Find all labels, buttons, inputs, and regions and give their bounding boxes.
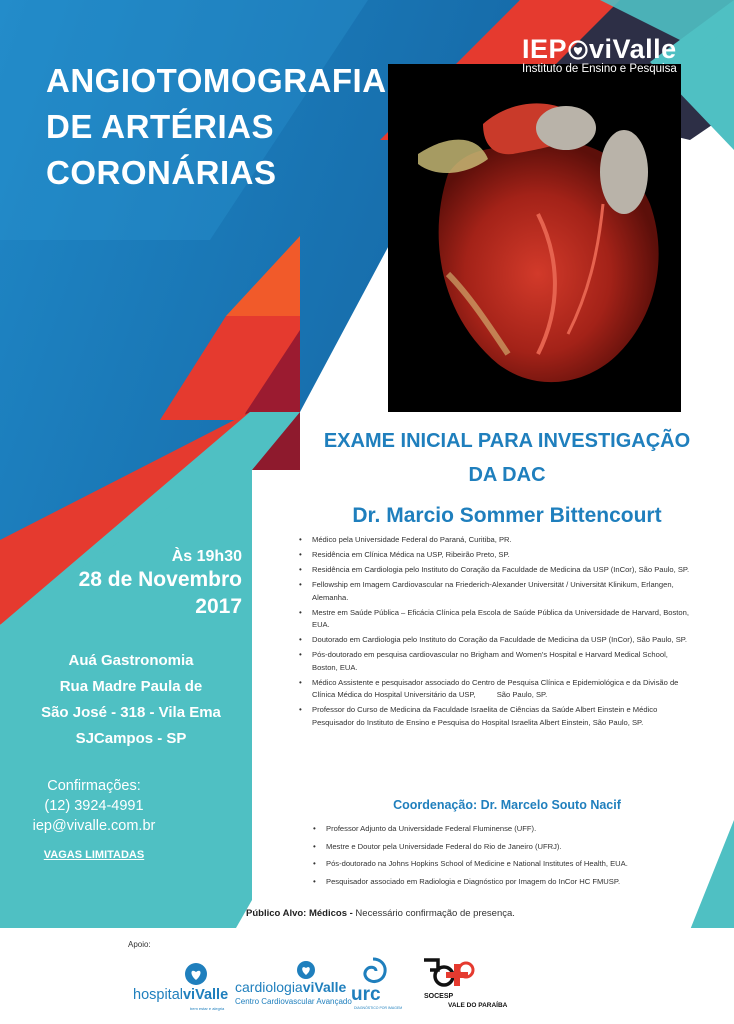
contact-label: Confirmações: bbox=[47, 778, 141, 794]
urc-subtitle: DIAGNÓSTICO POR IMAGEM bbox=[354, 1006, 403, 1010]
logo-subtitle: Instituto de Ensino e Pesquisa bbox=[522, 63, 677, 75]
hospital-text-b: viValle bbox=[182, 987, 229, 1003]
coordination-title: Coordenação: Dr. Marcelo Souto Nacif bbox=[393, 798, 621, 812]
event-datetime bbox=[28, 548, 242, 619]
target-audience bbox=[246, 908, 646, 919]
audience-label: Público Alvo: Médicos - bbox=[246, 908, 353, 919]
socesp-subtitle: VALE DO PARAÍBA bbox=[448, 1002, 508, 1009]
audience-text: Necessário confirmação de presença. bbox=[352, 908, 515, 919]
event-date: 28 de Novembro bbox=[78, 568, 242, 591]
title-line-2: DE ARTÉRIAS bbox=[46, 108, 274, 145]
heart-ct-image bbox=[388, 64, 681, 412]
bio-item: • Médico Assistente e pesquisador associado do Centro de Pesquisa Clínica e Epidemiológica e da Divisão de Clínica Médica do Hospital Universitário da USP, São Paulo, SP. bbox=[312, 677, 692, 702]
main-title bbox=[46, 58, 406, 196]
event-year: 2017 bbox=[195, 595, 242, 618]
hospital-vivalle-logo bbox=[184, 962, 208, 986]
bio-item: • Professor do Curso de Medicina da Faculdade Israelita de Ciências da Saúde Albert Einstein e Médico Pesquisador do Instituto de Ensino e Pesquisa do Hospital Israelita Albert Einstein, São Paulo, SP. bbox=[312, 704, 692, 729]
coordination-item: • Pós-doutorado na Johns Hopkins School of Medicine e National Institutes of Health, EUA. bbox=[326, 858, 702, 871]
speaker-name: Dr. Marcio Sommer Bittencourt bbox=[352, 504, 662, 527]
title-line-3: CORONÁRIAS bbox=[46, 154, 277, 191]
cardio-text-b: viValle bbox=[302, 979, 347, 995]
title-line-1: ANGIOTOMOGRAFIA bbox=[46, 62, 387, 99]
contact-email[interactable]: iep@vivalle.com.br bbox=[32, 818, 156, 834]
bio-item: • Residência em Clínica Médica na USP, Ribeirão Preto, SP. bbox=[312, 549, 692, 562]
socesp-text: SOCESP bbox=[424, 993, 454, 1000]
iep-vivalle-logo bbox=[522, 34, 722, 75]
cardiologia-logo-icon bbox=[296, 960, 316, 980]
event-time: Às 19h30 bbox=[171, 548, 242, 565]
bio-item: • Médico pela Universidade Federal do Paraná, Curitiba, PR. bbox=[312, 534, 692, 547]
exam-line-1: EXAME INICIAL PARA INVESTIGAÇÃO bbox=[323, 430, 691, 452]
hospital-vivalle-text bbox=[133, 987, 228, 1003]
coordination-item: • Mestre e Doutor pela Universidade Federal do Rio de Janeiro (UFRJ). bbox=[326, 841, 702, 854]
venue-line-3: São José - 318 - Vila Ema bbox=[41, 704, 221, 721]
urc-text: urc bbox=[351, 984, 381, 1005]
venue-line-4: SJCampos - SP bbox=[75, 730, 187, 747]
contact-block bbox=[24, 776, 164, 836]
venue-line-1: Auá Gastronomia bbox=[68, 652, 194, 669]
exam-title bbox=[300, 424, 714, 492]
venue-line-2: Rua Madre Paula de bbox=[59, 678, 203, 695]
event-venue bbox=[20, 648, 242, 752]
exam-line-2: DA DAC bbox=[468, 464, 546, 486]
hospital-tagline: bem estar e alegria bbox=[190, 1006, 225, 1011]
contact-phone[interactable]: (12) 3924-4991 bbox=[44, 798, 144, 814]
heart-logo-icon bbox=[568, 36, 588, 56]
cardiologia-vivalle-text bbox=[235, 979, 346, 995]
bio-item: • Mestre em Saúde Pública – Eficácia Clínica pela Escola de Saúde Pública da Universidade de Harvard, Boston, EUA. bbox=[312, 607, 692, 632]
speaker-bio bbox=[298, 534, 692, 732]
bio-item: • Residência em Cardiologia pelo Instituto do Coração da Faculdade de Medicina da USP (InCor), São Paulo, SP. bbox=[312, 564, 692, 577]
coordination-list bbox=[312, 823, 702, 893]
cardiologia-subtitle: Centro Cardiovascular Avançado bbox=[235, 997, 352, 1006]
logo-brand-left: IEP bbox=[522, 34, 568, 64]
sponsors-label: Apoio: bbox=[128, 940, 151, 949]
cardio-text-a: cardiologia bbox=[235, 979, 303, 995]
coordination-item: • Pesquisador associado em Radiologia e Diagnóstico por Imagem do InCor HC FMUSP. bbox=[326, 876, 702, 889]
hospital-text-a: hospital bbox=[133, 987, 183, 1003]
bio-item: • Pós-doutorado em pesquisa cardiovascular no Brigham and Women's Hospital e Harvard Medical School, Boston, EUA. bbox=[312, 649, 692, 674]
socesp-emblem-icon bbox=[420, 956, 480, 992]
hospital-heart-icon bbox=[184, 962, 208, 986]
bio-item: • Doutorado em Cardiologia pelo Instituto do Coração da Faculdade de Medicina da USP (InCor), São Paulo, SP. bbox=[312, 634, 692, 647]
limited-spots-notice: VAGAS LIMITADAS bbox=[43, 849, 145, 861]
coordination-item: • Professor Adjunto da Universidade Federal Fluminense (UFF). bbox=[326, 823, 702, 836]
bio-item: • Fellowship em Imagem Cardiovascular na Friederich-Alexander Universität / Universität Klinikum, Erlangen, Alemanha. bbox=[312, 579, 692, 604]
logo-brand-right: viValle bbox=[589, 34, 677, 64]
urc-swirl-icon bbox=[357, 956, 389, 986]
